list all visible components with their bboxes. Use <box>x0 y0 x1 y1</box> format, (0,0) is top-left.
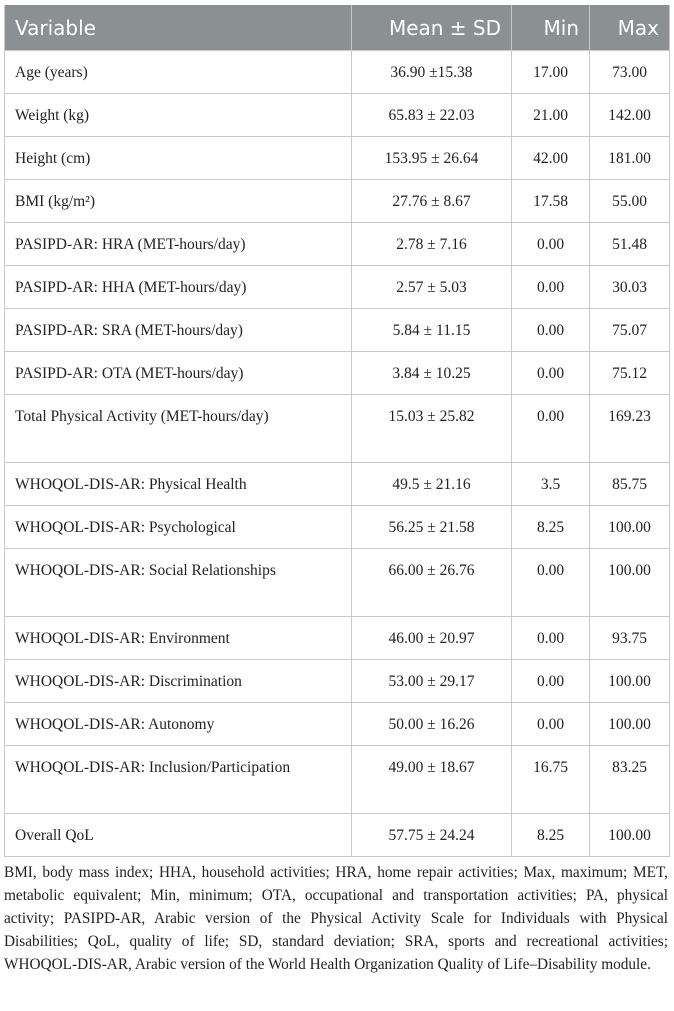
mean-sd-cell: 53.00 ± 29.17 <box>352 660 512 703</box>
variable-cell: PASIPD-AR: OTA (MET-hours/day) <box>5 352 352 395</box>
max-cell: 75.12 <box>590 352 670 395</box>
table-row <box>5 352 670 395</box>
min-cell: 0.00 <box>512 309 590 352</box>
mean-sd-cell: 46.00 ± 20.97 <box>352 617 512 660</box>
min-cell: 42.00 <box>512 137 590 180</box>
min-cell: 0.00 <box>512 703 590 746</box>
variable-cell: Weight (kg) <box>5 94 352 137</box>
variable-cell: Overall QoL <box>5 814 352 857</box>
table-row <box>5 137 670 180</box>
max-cell: 100.00 <box>590 506 670 549</box>
variable-cell: WHOQOL-DIS-AR: Psychological <box>5 506 352 549</box>
table-row <box>5 617 670 660</box>
table-footnote: BMI, body mass index; HHA, household activities; HRA, home repair activities; Max, maximum; MET, metabolic equivalent; Min, minimum; OTA, occupational and transportation activities; PA, physical activity; PASIPD-AR, Arabic version of the Physical Activity Scale for Individuals with Physical Disabilities; QoL, quality of life; SD, standard deviation; SRA, sports and recreational activities; WHOQOL-DIS-AR, Arabic version of the World Health Organization Quality of Life–Disability module. <box>4 864 668 973</box>
variable-cell: WHOQOL-DIS-AR: Physical Health <box>5 463 352 506</box>
variable-cell: Age (years) <box>5 51 352 94</box>
max-cell: 100.00 <box>590 814 670 857</box>
min-cell: 21.00 <box>512 94 590 137</box>
mean-sd-cell: 2.78 ± 7.16 <box>352 223 512 266</box>
min-cell: 0.00 <box>512 617 590 660</box>
mean-sd-cell: 49.5 ± 21.16 <box>352 463 512 506</box>
max-cell: 93.75 <box>590 617 670 660</box>
mean-sd-cell: 66.00 ± 26.76 <box>352 549 512 617</box>
min-cell: 0.00 <box>512 266 590 309</box>
variable-cell: WHOQOL-DIS-AR: Discrimination <box>5 660 352 703</box>
table-row <box>5 266 670 309</box>
max-cell: 100.00 <box>590 703 670 746</box>
max-cell: 55.00 <box>590 180 670 223</box>
min-cell: 0.00 <box>512 352 590 395</box>
header-min: Min <box>512 5 590 51</box>
max-cell: 169.23 <box>590 395 670 463</box>
max-cell: 142.00 <box>590 94 670 137</box>
mean-sd-cell: 65.83 ± 22.03 <box>352 94 512 137</box>
min-cell: 8.25 <box>512 814 590 857</box>
max-cell: 75.07 <box>590 309 670 352</box>
table-row <box>5 660 670 703</box>
variable-cell: PASIPD-AR: HHA (MET-hours/day) <box>5 266 352 309</box>
mean-sd-cell: 2.57 ± 5.03 <box>352 266 512 309</box>
table-row <box>5 703 670 746</box>
variable-cell: BMI (kg/m²) <box>5 180 352 223</box>
mean-sd-cell: 50.00 ± 16.26 <box>352 703 512 746</box>
max-cell: 85.75 <box>590 463 670 506</box>
table-row <box>5 549 670 617</box>
variable-cell: Total Physical Activity (MET-hours/day) <box>5 395 352 463</box>
table-row <box>5 309 670 352</box>
mean-sd-cell: 5.84 ± 11.15 <box>352 309 512 352</box>
table-row <box>5 51 670 94</box>
min-cell: 8.25 <box>512 506 590 549</box>
table-header-row <box>5 5 670 51</box>
table-row <box>5 180 670 223</box>
variable-cell: WHOQOL-DIS-AR: Environment <box>5 617 352 660</box>
min-cell: 0.00 <box>512 395 590 463</box>
max-cell: 83.25 <box>590 746 670 814</box>
variable-cell: WHOQOL-DIS-AR: Social Relationships <box>5 549 352 617</box>
max-cell: 51.48 <box>590 223 670 266</box>
min-cell: 17.58 <box>512 180 590 223</box>
mean-sd-cell: 57.75 ± 24.24 <box>352 814 512 857</box>
variable-cell: Height (cm) <box>5 137 352 180</box>
mean-sd-cell: 153.95 ± 26.64 <box>352 137 512 180</box>
table-row <box>5 814 670 857</box>
table-row <box>5 395 670 463</box>
max-cell: 100.00 <box>590 549 670 617</box>
variable-cell: PASIPD-AR: SRA (MET-hours/day) <box>5 309 352 352</box>
max-cell: 181.00 <box>590 137 670 180</box>
min-cell: 17.00 <box>512 51 590 94</box>
min-cell: 0.00 <box>512 549 590 617</box>
mean-sd-cell: 36.90 ±15.38 <box>352 51 512 94</box>
min-cell: 0.00 <box>512 660 590 703</box>
min-cell: 16.75 <box>512 746 590 814</box>
table-row <box>5 94 670 137</box>
table-row <box>5 746 670 814</box>
variable-cell: PASIPD-AR: HRA (MET-hours/day) <box>5 223 352 266</box>
header-variable: Variable <box>5 5 352 51</box>
descriptive-statistics-table <box>4 5 670 857</box>
mean-sd-cell: 49.00 ± 18.67 <box>352 746 512 814</box>
header-max: Max <box>590 5 670 51</box>
header-mean-sd: Mean ± SD <box>352 5 512 51</box>
max-cell: 100.00 <box>590 660 670 703</box>
min-cell: 0.00 <box>512 223 590 266</box>
table-row <box>5 223 670 266</box>
table-row <box>5 463 670 506</box>
table-row <box>5 506 670 549</box>
variable-cell: WHOQOL-DIS-AR: Autonomy <box>5 703 352 746</box>
variable-cell: WHOQOL-DIS-AR: Inclusion/Participation <box>5 746 352 814</box>
mean-sd-cell: 56.25 ± 21.58 <box>352 506 512 549</box>
max-cell: 30.03 <box>590 266 670 309</box>
mean-sd-cell: 15.03 ± 25.82 <box>352 395 512 463</box>
mean-sd-cell: 3.84 ± 10.25 <box>352 352 512 395</box>
mean-sd-cell: 27.76 ± 8.67 <box>352 180 512 223</box>
min-cell: 3.5 <box>512 463 590 506</box>
max-cell: 73.00 <box>590 51 670 94</box>
